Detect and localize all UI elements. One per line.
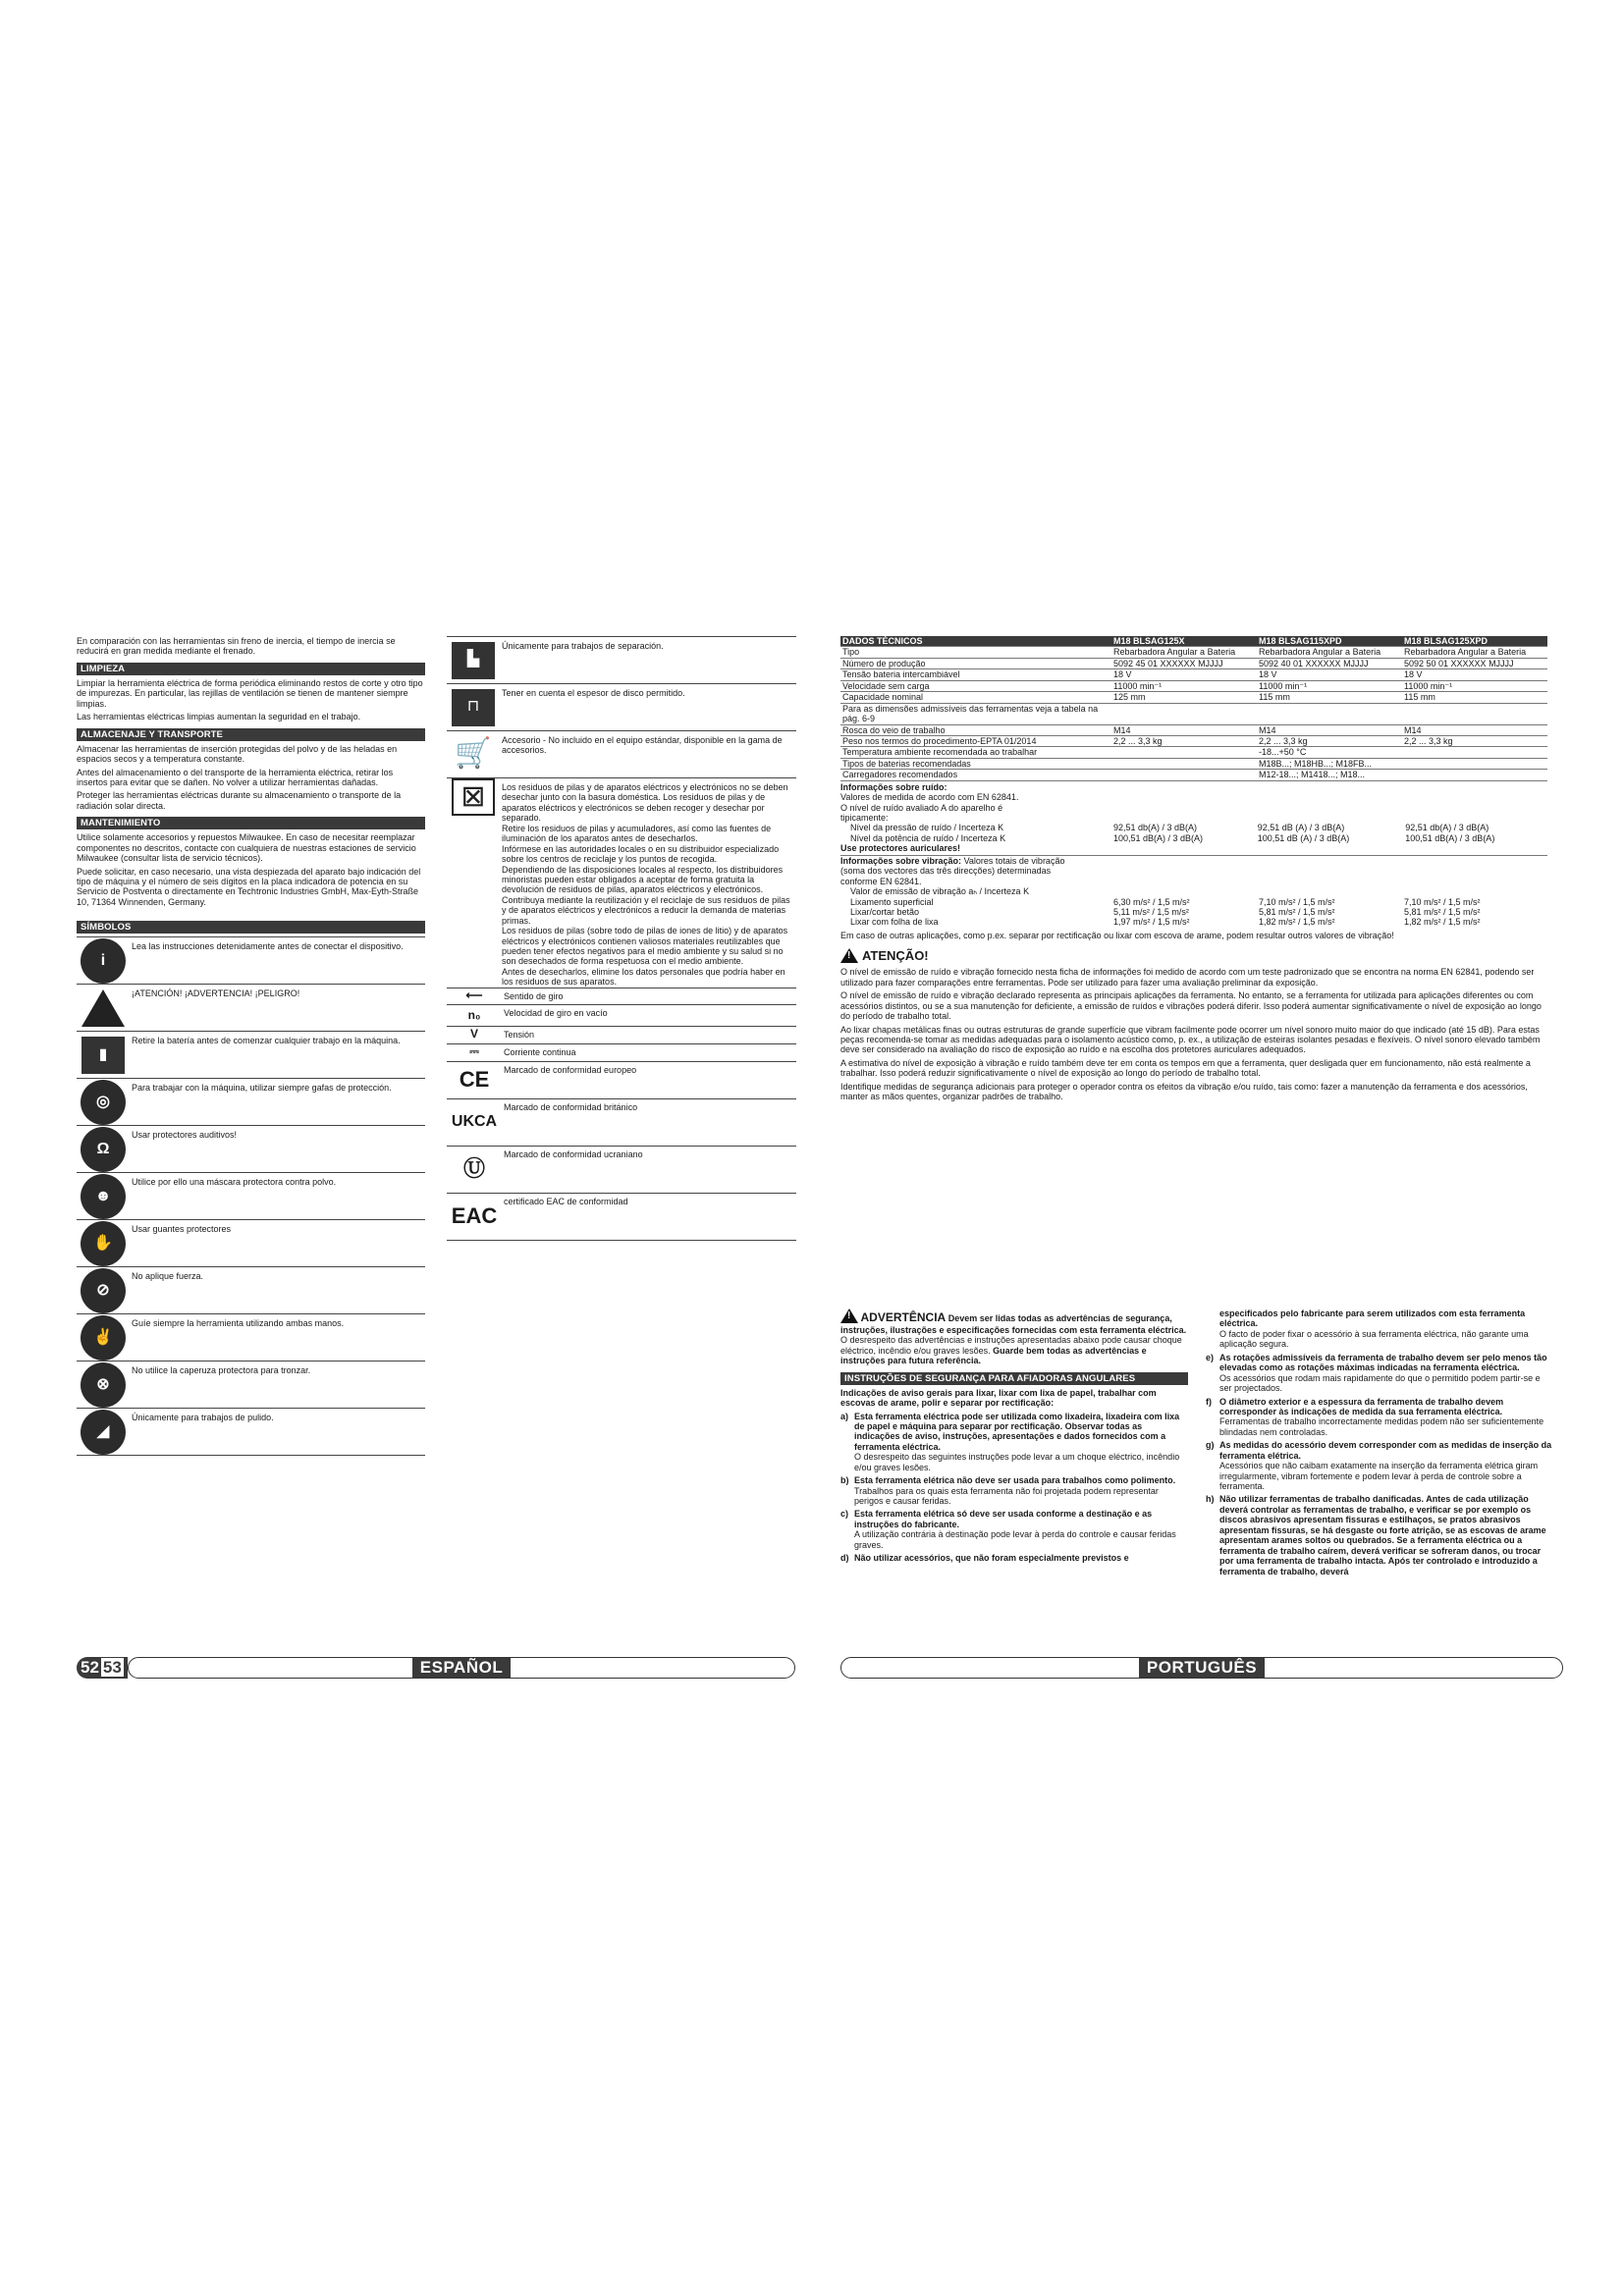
warning-triangle-icon (840, 948, 858, 963)
symbol-text: Los residuos de pilas y de aparatos eléctricos y electrónicos no se deben desechar junto con la basura doméstica. Los residuos de pilas y de aparatos eléctricos y electrónicos se deben recoger y desechar por separado. Retire los residuos de pilas y acumuladores, así como las fuentes de iluminación de los aparatos antes de desecharlos. Infórmese en las autoridades locales o en su distribuidor especializado sobre los centros de reciclaje y los puntos de recogida. Dependiendo de las disposiciones locales al respecto, los distribuidores minoristas pueden estar obligados a aceptar de forma gratuita la devolución de residuos de pilas, aparatos eléctricos y electrónicos. Contribuya mediante la reutilización y el reciclaje de sus residuos de pilas y de aparatos eléctricos y electrónicos a reducir la demanda de materias primas. Los residuos de pilas (sobre todo de pilas de iones de litio) y de aparatos eléctricos y electrónicos contienen valiosos materiales reutilizables que pueden tener efectos negativos para el medio ambiente y su salud si no son desechados de forma respetuosa con el medio ambiente. Antes de desecharlos, elimine los datos personales que podría haber en los residuos de sus aparatos. (502, 782, 790, 988)
rotation-arrow-icon: ⟵ (465, 988, 483, 1003)
table-cell: Lixar/cortar betão (850, 906, 920, 917)
vibration-intro: Valores totais de vibração (soma dos vectores das três direcções) determinadas conforme EN 62841. (840, 855, 1065, 886)
tech-cell: Rebarbadora Angular a Bateria (1402, 647, 1547, 658)
symbol-text: Guíe siempre la herramienta utilizando ambas manos. (132, 1318, 345, 1329)
tech-cell: Rebarbadora Angular a Bateria (1257, 647, 1402, 658)
symbol-icon-cell (77, 1173, 130, 1219)
read-manual-icon: i (81, 938, 126, 984)
section-header-mantenimiento: MANTENIMIENTO (77, 817, 425, 829)
advertencia-lead: Devem ser lidas todas as advertências de segurança, instruções, ilustrações e especificações fornecidas com esta ferramenta eléctrica. (840, 1313, 1187, 1335)
footer-bar-right (840, 1657, 1563, 1679)
symbol-icon-cell (77, 1409, 130, 1455)
table-cell: 1,82 m/s² / 1,5 m/s² (1259, 917, 1335, 928)
symbol-text: Marcado de conformidad británico (504, 1101, 638, 1112)
vibration-title: Informações sobre vibração: (840, 855, 962, 866)
no-force-icon: ⊘ (81, 1268, 126, 1313)
continued-item-d-note: O facto de poder fixar o acessório à sua ferramenta eléctrica, não garante uma aplicação segura. (1219, 1328, 1529, 1350)
table-row (840, 917, 1547, 927)
tech-row (840, 703, 1547, 724)
almacenaje-p2: Antes del almacenamiento o del transporte de la herramienta eléctrica, retirar los insertos para evitar que se dañen. No volver a utilizar herramientas dañadas. (77, 767, 394, 787)
table-cell: 1,82 m/s² / 1,5 m/s² (1404, 917, 1481, 928)
symbol-icon-cell (447, 637, 500, 683)
tech-cell: Para as dimensões admissíveis das ferramentas veja a tabela na pág. 6-9 (840, 703, 1111, 724)
tech-cell: 18 V (1111, 669, 1257, 680)
ear-protection-note: Use protectores auriculares! (840, 843, 961, 854)
dust-mask-icon: ☻ (81, 1174, 126, 1219)
tech-cell: Temperatura ambiente recomendada ao trabalhar (840, 747, 1111, 758)
tech-header-cell: M18 BLSAG115XPD (1257, 636, 1402, 647)
noise-intro: Valores de medida de acordo com EN 62841. O nível de ruído avaliado A do aparelho é tipicamente: (840, 792, 1019, 823)
symbol-row (77, 1409, 425, 1456)
tech-row (840, 735, 1547, 746)
page-number-53: 53 (102, 1658, 122, 1677)
symbols-small-list (447, 988, 796, 1241)
tech-cell: Rebarbadora Angular a Bateria (1111, 647, 1257, 658)
left-column-1 (77, 636, 425, 1456)
symbols-right-list (447, 636, 796, 988)
tech-row (840, 669, 1547, 680)
tech-row (840, 680, 1547, 691)
instruction-item (1206, 1440, 1553, 1491)
instruction-item (840, 1412, 1188, 1473)
instruction-item (840, 1475, 1188, 1506)
item-body (854, 1475, 1188, 1506)
grinding-only-icon: ◢ (81, 1410, 126, 1455)
symbol-row (447, 1062, 796, 1099)
intro-text: En comparación con las herramientas sin freno de inercia, el tiempo de inercia se reducirá en gran medida mediante el frenado. (77, 636, 396, 657)
item-note: Acessórios que não caibam exatamente na inserção da ferramenta elétrica giram irregularmente, vibram fortemente e podem levar à perda de controle sobre a ferramenta. (1219, 1461, 1539, 1491)
item-body (1219, 1494, 1553, 1576)
tech-cell: Peso nos termos do procedimento-EPTA 01/2014 (840, 735, 1111, 746)
table-cell: 100,51 dB (A) / 3 dB(A) (1257, 832, 1350, 843)
table-row (840, 907, 1547, 917)
vibration-table (840, 897, 1547, 928)
symbol-icon-cell (447, 731, 500, 777)
safety-goggles-icon: ◎ (81, 1080, 126, 1125)
warning-triangle-icon (840, 1308, 858, 1323)
tech-cell: Número de produção (840, 658, 1111, 668)
symbol-icon-cell (77, 1267, 130, 1313)
table-row (840, 833, 1547, 843)
remove-battery-icon: ▮ (81, 1037, 125, 1074)
item-letter: h) (1206, 1494, 1215, 1505)
instruction-item (1206, 1397, 1553, 1438)
right-column-2 (1206, 1308, 1553, 1579)
symbol-text: Marcado de conformidad europeo (504, 1064, 637, 1075)
tech-header-cell: M18 BLSAG125X (1111, 636, 1257, 647)
section-header-limpieza: LIMPIEZA (77, 663, 425, 675)
table-cell: 92,51 dB (A) / 3 dB(A) (1257, 823, 1345, 833)
atencao-paragraphs (840, 967, 1547, 1101)
tech-cell: Tipos de baterias recomendadas (840, 758, 1111, 769)
tech-row (840, 692, 1547, 703)
ear-protection-icon: Ω (81, 1127, 126, 1172)
symbol-text: Utilice por ello una máscara protectora contra polvo. (132, 1177, 337, 1188)
symbol-row (447, 731, 796, 778)
voltage-icon: V (469, 1027, 478, 1041)
symbol-text: Usar protectores auditivos! (132, 1130, 238, 1141)
table-cell: 100,51 dB(A) / 3 dB(A) (1405, 832, 1495, 843)
limpieza-p2: Las herramientas eléctricas limpias aumentan la seguridad en el trabajo. (77, 712, 361, 722)
table-row (840, 897, 1547, 907)
noise-title: Informações sobre ruído: (840, 781, 947, 792)
tech-cell: 11000 min⁻¹ (1257, 680, 1402, 691)
symbol-icon-cell (77, 1362, 130, 1408)
tech-cell: 18 V (1257, 669, 1402, 680)
ukca-mark-icon: UKCA (451, 1113, 498, 1131)
symbol-text: Únicamente para trabajos de pulido. (132, 1413, 274, 1423)
table-cell: 5,81 m/s² / 1,5 m/s² (1259, 906, 1335, 917)
item-note: O desrespeito das seguintes instruções pode levar a um choque eléctrico, incêndio e/ou graves lesões. (854, 1452, 1180, 1472)
symbol-icon-cell (77, 1314, 130, 1361)
mantenimiento-p2: Puede solicitar, en caso necesario, una vista despiezada del aparato bajo indicación del tipo de máquina y el número de seis dígitos en la placa indicadora de potencia en su Servicio de Postventa o directamente en Techtronic Industries GmbH, Max-Eyth-Straße 10, 71364 Winnenden, Germany. (77, 866, 421, 907)
tech-cell: Capacidade nominal (840, 692, 1111, 703)
item-letter: g) (1206, 1440, 1215, 1451)
item-note: Trabalhos para os quais esta ferramenta não foi projetada podem representar perigos e causar feridas. (854, 1485, 1159, 1507)
tech-row (840, 724, 1547, 735)
symbol-row (447, 637, 796, 684)
no-guard-icon: ⊗ (81, 1362, 126, 1408)
protective-gloves-icon: ✋ (81, 1221, 126, 1266)
tech-cell: 5092 40 01 XXXXXX MJJJJ (1257, 658, 1402, 668)
table-cell: 6,30 m/s² / 1,5 m/s² (1113, 896, 1190, 907)
symbol-text: Corriente continua (504, 1046, 576, 1057)
tech-cell: Carregadores recomendados (840, 770, 1111, 780)
tech-cell: -18...+50 °C (1257, 747, 1402, 758)
item-title: Não utilizar acessórios, que não foram especialmente previstos e (854, 1553, 1129, 1564)
ce-mark-icon: CE (459, 1067, 490, 1093)
tech-cell: 2,2 ... 3,3 kg (1111, 735, 1257, 746)
item-letter: b) (840, 1475, 849, 1486)
continued-item-d: especificados pelo fabricante para serem utilizados com esta ferramenta eléctrica. (1219, 1308, 1526, 1329)
item-title: As rotações admissíveis da ferramenta de trabalho devem ser pelo menos tão elevadas como as rotações máximas indicadas na ferramenta eléctrica. (1219, 1352, 1547, 1373)
instruction-item (840, 1509, 1188, 1550)
symbol-row (77, 1220, 425, 1267)
symbol-row (77, 1173, 425, 1220)
symbol-text: No utilice la caperuza protectora para tronzar. (132, 1365, 311, 1376)
symbol-text: Velocidad de giro en vacío (504, 1008, 608, 1019)
table-cell: Nível da pressão de ruído / Incerteza K (850, 823, 1004, 833)
table-cell: Lixar com folha de lixa (850, 917, 939, 928)
tech-cell: 18 V (1402, 669, 1547, 680)
symbol-row (77, 985, 425, 1032)
item-title: As medidas do acessório devem corresponder com as medidas de inserção da ferramenta elétrica. (1219, 1440, 1552, 1461)
noise-table (840, 823, 1547, 843)
table-cell: Lixamento superficial (850, 896, 934, 907)
item-letter: e) (1206, 1352, 1215, 1362)
tech-cell (1402, 758, 1547, 769)
tech-cell: 11000 min⁻¹ (1111, 680, 1257, 691)
ukrainian-mark-icon: Ⓤ (462, 1156, 485, 1182)
table-cell: 7,10 m/s² / 1,5 m/s² (1404, 896, 1481, 907)
symbol-text: Accesorio - No incluido en el equipo estándar, disponible en la gama de accesorios. (502, 735, 783, 756)
tech-cell: Tensão bateria intercambiável (840, 669, 1111, 680)
advertencia-p1: O desrespeito das advertências e instruções apresentadas abaixo pode causar choque eléctrico, incêndio e/ou graves lesões. (840, 1335, 1182, 1356)
tech-cell: M14 (1111, 724, 1257, 735)
symbol-text: ¡ATENCIÓN! ¡ADVERTENCIA! ¡PELIGRO! (132, 988, 300, 999)
section-header-simbolos: SÍMBOLOS (77, 921, 425, 934)
warning-triangle-icon (81, 989, 125, 1027)
table-cell: 1,97 m/s² / 1,5 m/s² (1113, 917, 1190, 928)
advertencia-block (840, 1308, 1188, 1366)
symbol-row (77, 1032, 425, 1079)
disc-thickness-icon: ⊓ (452, 689, 495, 726)
item-body (854, 1509, 1188, 1550)
item-note: Os acessórios que rodam mais rapidamente do que o permitido podem partir-se e ser projectados. (1219, 1372, 1541, 1394)
symbol-icon-cell (77, 1220, 130, 1266)
tech-row (840, 647, 1547, 658)
item-note: Ferramentas de trabalho incorrectamente medidas podem não ser suficientemente blindadas nem controladas. (1219, 1416, 1544, 1437)
page-number-52: 52 (81, 1658, 99, 1677)
symbol-row (77, 1362, 425, 1409)
section-header-instrucoes: INSTRUÇÕES DE SEGURANÇA PARA AFIADORAS ANGULARES (840, 1372, 1188, 1385)
tech-row (840, 758, 1547, 769)
tech-cell (1111, 747, 1257, 758)
tech-cell (1111, 770, 1257, 780)
tech-cell: 2,2 ... 3,3 kg (1257, 735, 1402, 746)
symbol-row (447, 1147, 796, 1194)
item-title: Não utilizar ferramentas de trabalho danificadas. Antes de cada utilização deverá controlar as ferramentas de trabalho, e verificar se por exemplo os discos abrasivos apresentam fissuras e estilhaços, se pratos abrasivos apresentam fissuras, se há desgaste ou forte atrição, se as escovas de arame apresentam arames soltos ou quebrados. Se a ferramenta eléctrica ou a ferramenta de trabalho caírem, deverá verificar se sofreram danos, ou trocar por uma ferramenta de trabalho intacta. Após ter controlado e introduzido a ferramenta de trabalho, deverá (1219, 1494, 1546, 1576)
symbol-row (447, 1027, 796, 1043)
item-title: Esta ferramenta elétrica não deve ser usada para trabalhos como polimento. (854, 1475, 1176, 1486)
symbol-icon-cell (77, 937, 130, 984)
symbol-text: Tener en cuenta el espesor de disco permitido. (502, 688, 685, 698)
table-cell: Nível da potência de ruído / Incerteza K (850, 832, 1006, 843)
tech-header-cell: DADOS TÉCNICOS (840, 636, 1111, 647)
item-body (1219, 1353, 1553, 1394)
symbol-text: certificado EAC de conformidad (504, 1196, 628, 1206)
left-column-2 (447, 636, 796, 1241)
tech-cell: Velocidade sem carga (840, 680, 1111, 691)
right-column-1 (840, 1308, 1188, 1567)
table-row (840, 823, 1547, 832)
atencao-paragraph: Identifique medidas de segurança adicionais para proteger o operador contra os efeitos da vibração e/ou ruído, tais como: fazer a manutenção da ferramenta e dos acessórios, manter as mãos quentes, organizar padrões de trabalho. (840, 1081, 1528, 1102)
atencao-paragraph: O nível de emissão de ruído e vibração fornecido nesta ficha de informações foi medido de acordo com um teste padronizado que se encontra na norma EN 62841, podendo ser utilizado para fazer comparações entre ferramentas. Pode ser utilizado para fazer uma avaliação preliminar da exposição. (840, 967, 1535, 988)
symbol-row (447, 988, 796, 1005)
item-body (1219, 1440, 1553, 1491)
item-letter: f) (1206, 1396, 1212, 1407)
tech-cell: 5092 45 01 XXXXXX MJJJJ (1111, 658, 1257, 668)
instruction-item (1206, 1353, 1553, 1394)
almacenaje-p3: Proteger las herramientas eléctricas durante su almacenamiento o transporte de la radiación solar directa. (77, 790, 402, 811)
atencao-paragraph: A estimativa do nível de exposição à vibração e ruído também deve ter em conta os tempos em que a ferramenta, quer desligada quer em funcionamento, não está realmente a trabalhar. Isso poderá reduzir significativamente o nível de exposição ao longo do período de trabalho total. (840, 1057, 1531, 1079)
item-body (854, 1553, 1129, 1563)
symbol-row (447, 1005, 796, 1027)
instruction-item (840, 1553, 1188, 1563)
tech-row (840, 747, 1547, 758)
tech-cell: 115 mm (1257, 692, 1402, 703)
advertencia-title: ADVERTÊNCIA (860, 1310, 947, 1324)
tech-cell: Rosca do veio de trabalho (840, 724, 1111, 735)
symbol-text: No aplique fuerza. (132, 1271, 204, 1282)
symbol-text: Para trabajar con la máquina, utilizar siempre gafas de protección. (132, 1083, 392, 1094)
tech-cell (1111, 703, 1257, 724)
atencao-paragraph: Ao lixar chapas metálicas finas ou outras estruturas de grande superfície que vibram facilmente pode ocorrer um nível sonoro muito maior do que indicado (até 15 dB). Para estas peças recomenda-se tomar as medidas adequadas para o isolamento acústico como, p. ex., a utilização de esteiras isolantes pesadas e flexíveis. O nível sonoro elevado também deve ser considerado na avaliação do risco de exposição ao ruído e na escolha dos protetores auriculares adequados. (840, 1024, 1541, 1055)
symbol-row (447, 1099, 796, 1147)
item-body (1219, 1397, 1553, 1438)
instruction-item (1206, 1494, 1553, 1576)
tech-cell: 125 mm (1111, 692, 1257, 703)
weee-bin-icon: ⊠ (452, 778, 495, 816)
symbol-text: Tensión (504, 1030, 535, 1041)
item-title: O diâmetro exterior e a espessura da ferramenta de trabalho devem corresponder às indicações de medida da sua ferramenta eléctrica. (1219, 1396, 1504, 1416)
atencao-title (840, 948, 1547, 963)
tech-header-cell: M18 BLSAG125XPD (1402, 636, 1547, 647)
symbol-row (447, 1194, 796, 1241)
table-cell: 92,51 db(A) / 3 dB(A) (1405, 823, 1489, 833)
tech-cell (1402, 770, 1547, 780)
tech-cell: Tipo (840, 647, 1111, 658)
tech-cell: M14 (1402, 724, 1547, 735)
symbol-text: Únicamente para trabajos de separación. (502, 641, 664, 651)
symbol-icon-cell (77, 1079, 130, 1125)
symbol-text: Sentido de giro (504, 990, 564, 1001)
symbol-icon-cell (77, 985, 130, 1031)
symbol-text: Usar guantes protectores (132, 1224, 232, 1235)
symbol-text: Lea las instrucciones detenidamente antes de conectar el dispositivo. (132, 941, 404, 952)
footer-language-es: ESPAÑOL (412, 1658, 511, 1678)
symbol-row (77, 1314, 425, 1362)
item-body (854, 1412, 1188, 1473)
symbol-icon-cell (77, 1126, 130, 1172)
tech-header-row (840, 636, 1547, 647)
item-title: Esta ferramenta elétrica só deve ser usada conforme a destinação e as instruções do fabricante. (854, 1509, 1153, 1529)
accessory-cart-icon: 🛒 (452, 736, 495, 774)
symbol-icon-cell (447, 778, 500, 988)
table-cell: 100,51 dB(A) / 3 dB(A) (1113, 832, 1204, 843)
section-header-almacenaje: ALMACENAJE Y TRANSPORTE (77, 728, 425, 741)
tech-cell (1257, 703, 1402, 724)
item-letter: d) (840, 1553, 849, 1564)
instrucoes-items-left (840, 1412, 1188, 1564)
item-letter: c) (840, 1509, 849, 1520)
right-column-full (840, 636, 1547, 1105)
other-applications-note: Em caso de outras aplicações, como p.ex. separar por rectificação ou lixar com escova de arame, podem resultar outros valores de vibração! (840, 930, 1394, 940)
instrucoes-lead: Indicações de aviso gerais para lixar, lixar com lixa de papel, trabalhar com escovas de arame, polir e separar por rectificação: (840, 1387, 1157, 1409)
tech-row (840, 770, 1547, 780)
footer-language-pt: PORTUGUÊS (1139, 1658, 1265, 1678)
tech-cell (1402, 703, 1547, 724)
symbol-text: Retire la batería antes de comenzar cualquier trabajo en la máquina. (132, 1036, 401, 1046)
symbol-icon-cell (447, 684, 500, 730)
instrucoes-items-right (1206, 1353, 1553, 1576)
advertencia-p2: Guarde bem todas as advertências e instruções para futura referência. (840, 1345, 1147, 1366)
almacenaje-p1: Almacenar las herramientas de inserción protegidas del polvo y de las heladas en espacios secos y a temperatura constante. (77, 743, 398, 765)
vibration-info (840, 856, 1066, 886)
symbols-list (77, 936, 425, 1456)
tech-cell: M18B...; M18HB...; M18FB... (1257, 758, 1402, 769)
tech-cell: M14 (1257, 724, 1402, 735)
symbol-row (77, 1079, 425, 1126)
atencao-title-text: ATENÇÃO! (862, 948, 929, 964)
tech-cell (1111, 758, 1257, 769)
symbol-text: Marcado de conformidad ucraniano (504, 1148, 643, 1159)
technical-data-table (840, 636, 1547, 781)
item-letter: a) (840, 1411, 849, 1421)
table-cell: 92,51 db(A) / 3 dB(A) (1113, 823, 1198, 833)
tech-row (840, 658, 1547, 668)
cutting-only-icon: ▙ (452, 642, 495, 679)
eac-mark-icon: EAC (451, 1203, 498, 1229)
two-hands-icon: ✌ (81, 1315, 126, 1361)
limpieza-p1: Limpiar la herramienta eléctrica de forma periódica eliminando restos de corte y otro tipo de impurezas. En particular, las rejillas de ventilación se tienen de mantener siempre limpias. (77, 677, 423, 709)
tech-cell: 115 mm (1402, 692, 1547, 703)
direct-current-icon: ⎓ (469, 1044, 479, 1059)
table-cell: 7,10 m/s² / 1,5 m/s² (1259, 896, 1335, 907)
item-title: Esta ferramenta eléctrica pode ser utilizada como lixadeira, lixadeira com lixa de papel e máquina para separar por rectificação. Observar todas as indicações de aviso, instruções, apresentações e dados fornecidos com a ferramenta eléctrica. (854, 1411, 1180, 1452)
symbol-icon-cell (77, 1032, 130, 1078)
symbol-row (77, 1267, 425, 1314)
mantenimiento-p1: Utilice solamente accesorios y repuestos Milwaukee. En caso de necesitar reemplazar componentes no descritos, contacte con cualquiera de nuestras estaciones de servicio Milwaukee (consultar lista de servicio técnicos). (77, 832, 416, 864)
atencao-paragraph: O nível de emissão de ruído e vibração declarado representa as principais aplicações da ferramenta. No entanto, se a ferramenta for utilizada para aplicações diferentes ou com acessórios distintos, ou se a sua manutenção for deficiente, a emissão de ruídos e vibrações poderá diferir. Isso poderá aumentar significativamente o nível de exposição ao longo do período de trabalho total. (840, 990, 1542, 1022)
footer-bar-left (128, 1657, 795, 1679)
symbol-row (77, 937, 425, 985)
tech-cell (1402, 747, 1547, 758)
item-note: A utilização contrária à destinação pode levar à perda do controle e causar feridas graves. (854, 1529, 1176, 1550)
symbol-row (447, 778, 796, 988)
tech-cell: 5092 50 01 XXXXXX MJJJJ (1402, 658, 1547, 668)
symbol-row (447, 684, 796, 731)
tech-cell: M12-18...; M1418...; M18... (1257, 770, 1402, 780)
tech-cell: 11000 min⁻¹ (1402, 680, 1547, 691)
tech-cell: 2,2 ... 3,3 kg (1402, 735, 1547, 746)
table-cell: 5,81 m/s² / 1,5 m/s² (1404, 906, 1481, 917)
no-load-speed-icon: n₀ (467, 1007, 481, 1022)
symbol-row (447, 1044, 796, 1062)
page-number-left (77, 1657, 128, 1679)
table-cell: 5,11 m/s² / 1,5 m/s² (1113, 906, 1189, 917)
vibration-subtitle: Valor de emissão de vibração aₕ / Incerteza K (850, 886, 1030, 897)
symbol-row (77, 1126, 425, 1173)
